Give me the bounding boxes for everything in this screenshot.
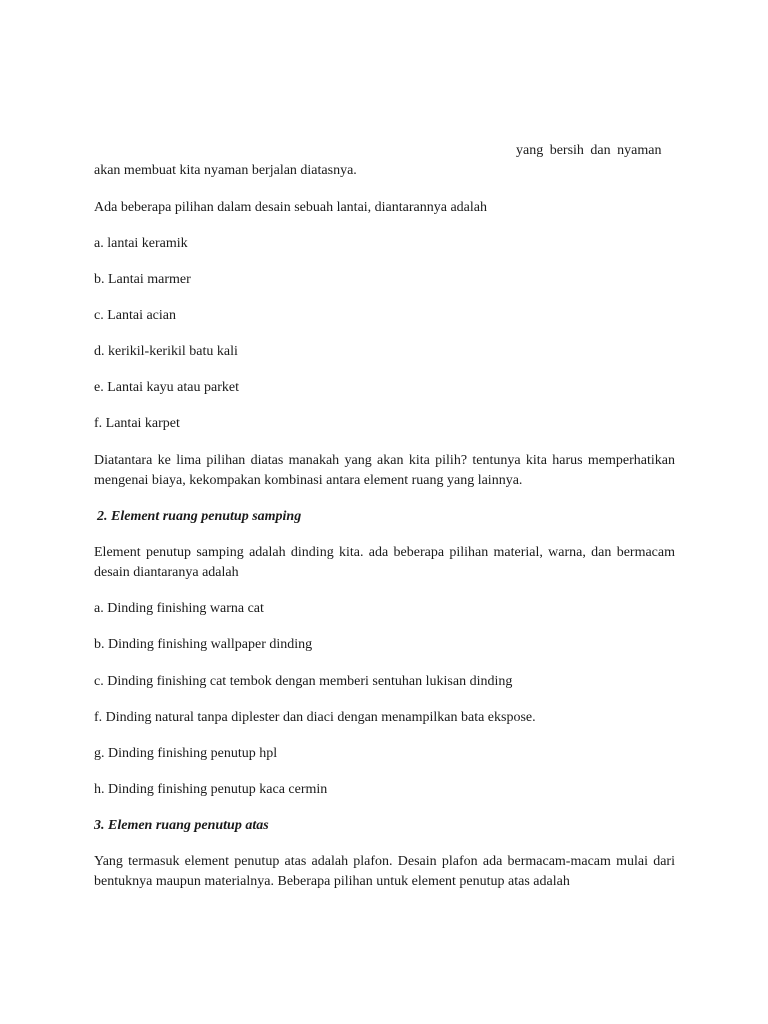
wall-item-c: c. Dinding finishing cat tembok dengan memberi sentuhan lukisan dinding (94, 674, 513, 689)
wall-item-b: b. Dinding finishing wallpaper dinding (94, 637, 313, 652)
floor-conclusion: Diatantara ke lima pilihan diatas manakah yang akan kita pilih? tentunya kita harus memperhatikan mengenai biaya, kekompakan kombinasi antara element ruang yang lainnya. (94, 453, 675, 488)
wall-item-a: a. Dinding finishing warna cat (94, 601, 264, 616)
section-2-intro: Element penutup samping adalah dinding kita. ada beberapa pilihan material, warna, dan bermacam desain diantaranya adalah (94, 545, 675, 580)
wall-item-f: f. Dinding natural tanpa diplester dan diaci dengan menampilkan bata ekspose. (94, 710, 536, 725)
wall-item-g: g. Dinding finishing penutup hpl (94, 746, 278, 761)
floor-intro: Ada beberapa pilihan dalam desain sebuah lantai, diantarannya adalah (94, 200, 487, 215)
floor-item-f: f. Lantai karpet (94, 416, 180, 431)
section-3-intro: Yang termasuk element penutup atas adalah plafon. Desain plafon ada bermacam-macam mulai dari bentuknya maupun materialnya. Beberapa pilihan untuk element penutup atas adalah (94, 854, 675, 889)
wall-item-h: h. Dinding finishing penutup kaca cermin (94, 782, 328, 797)
floor-item-c: c. Lantai acian (94, 308, 177, 323)
intro-line-1: yang bersih dan nyaman (516, 143, 662, 158)
intro-line-2: akan membuat kita nyaman berjalan diatasnya. (94, 163, 357, 178)
floor-item-b: b. Lantai marmer (94, 272, 191, 287)
section-2-heading: 2. Element ruang penutup samping (97, 509, 302, 524)
floor-item-e: e. Lantai kayu atau parket (94, 380, 239, 395)
floor-item-a: a. lantai keramik (94, 236, 188, 251)
floor-item-d: d. kerikil-kerikil batu kali (94, 344, 238, 359)
section-3-heading: 3. Elemen ruang penutup atas (94, 818, 269, 833)
